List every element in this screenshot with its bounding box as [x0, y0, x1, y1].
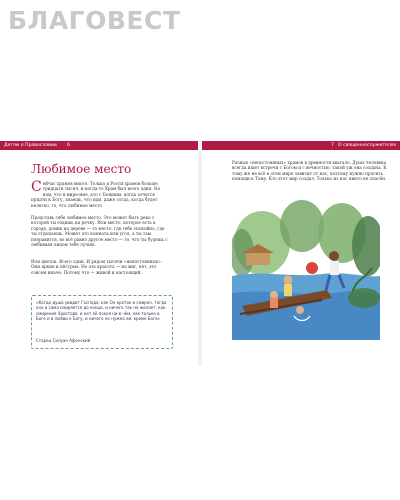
children-swimming-illustration: [232, 198, 380, 340]
third-paragraph: Или цветок. Всего один. И рядом тысячи «непостоянных». Они яркие и пёстрые. Но эта красота — на миг, нет, это совсем иначе. Потому что — живой и настоящий.: [31, 259, 163, 275]
right-paragraph: Разных «непостоянных» храмов в древности хватало. Душа человека всегда ищет встречи с Богом и с вечностью, такой уж она создана. К тому же не всё в этом мире зависит от нас, поэтому нужно просить помощи к Тому, Кто этот мир создал. Только из нас никто не спасён.: [232, 160, 387, 182]
quote-signature: Старец Силуан Афонский: [36, 338, 91, 343]
left-page-number: 6: [67, 143, 70, 148]
ball: [306, 262, 318, 274]
quote-box: [31, 295, 173, 349]
intro-paragraph: [31, 181, 171, 208]
second-paragraph: Представь себе любимое место. Это может быть река с которой ты ездишь на речку. Или место, которое есть в городе, домик на дереве — то место, где тебе спокойно, где ты отдыхаешь. Может это комната или угол, а ты там понравится, во всё равно другое место — то, что ты будешь с любимым лицом тебе лучше.: [31, 215, 168, 248]
drop-cap: С: [31, 179, 42, 195]
trees-background: [232, 200, 380, 277]
left-header-label: Детям о Православии: [4, 143, 57, 148]
page-title: Любимое место: [31, 162, 132, 176]
intro-paragraph-text: ейчас храмов много. Только в Росси храмов больше тридцати тысяч, и когда-то Храм был всего один. Но нам, что в мире-мне, кто с Божиим, когда хочется придти к Богу, знаешь, что иди, даже тогда, когда будет нелегко, то, что любимое место: [31, 181, 161, 208]
right-header-label: О священнослужителях: [338, 143, 397, 148]
store-logo: БЛАГОВЕСТ: [8, 6, 181, 35]
right-page-number: 7: [331, 143, 334, 148]
quote-text: «Когда душа увидит Господа, как Он кроток и смирен, тогда она и сама смиряется до конца, и ничего так не желает, как смирения Христова, и нет её покоя ни в чём, как только в Боге и в любви к Богу, и ничего не нужно ей, кроме Бога»: [36, 300, 167, 322]
book-spread: [0, 140, 400, 366]
